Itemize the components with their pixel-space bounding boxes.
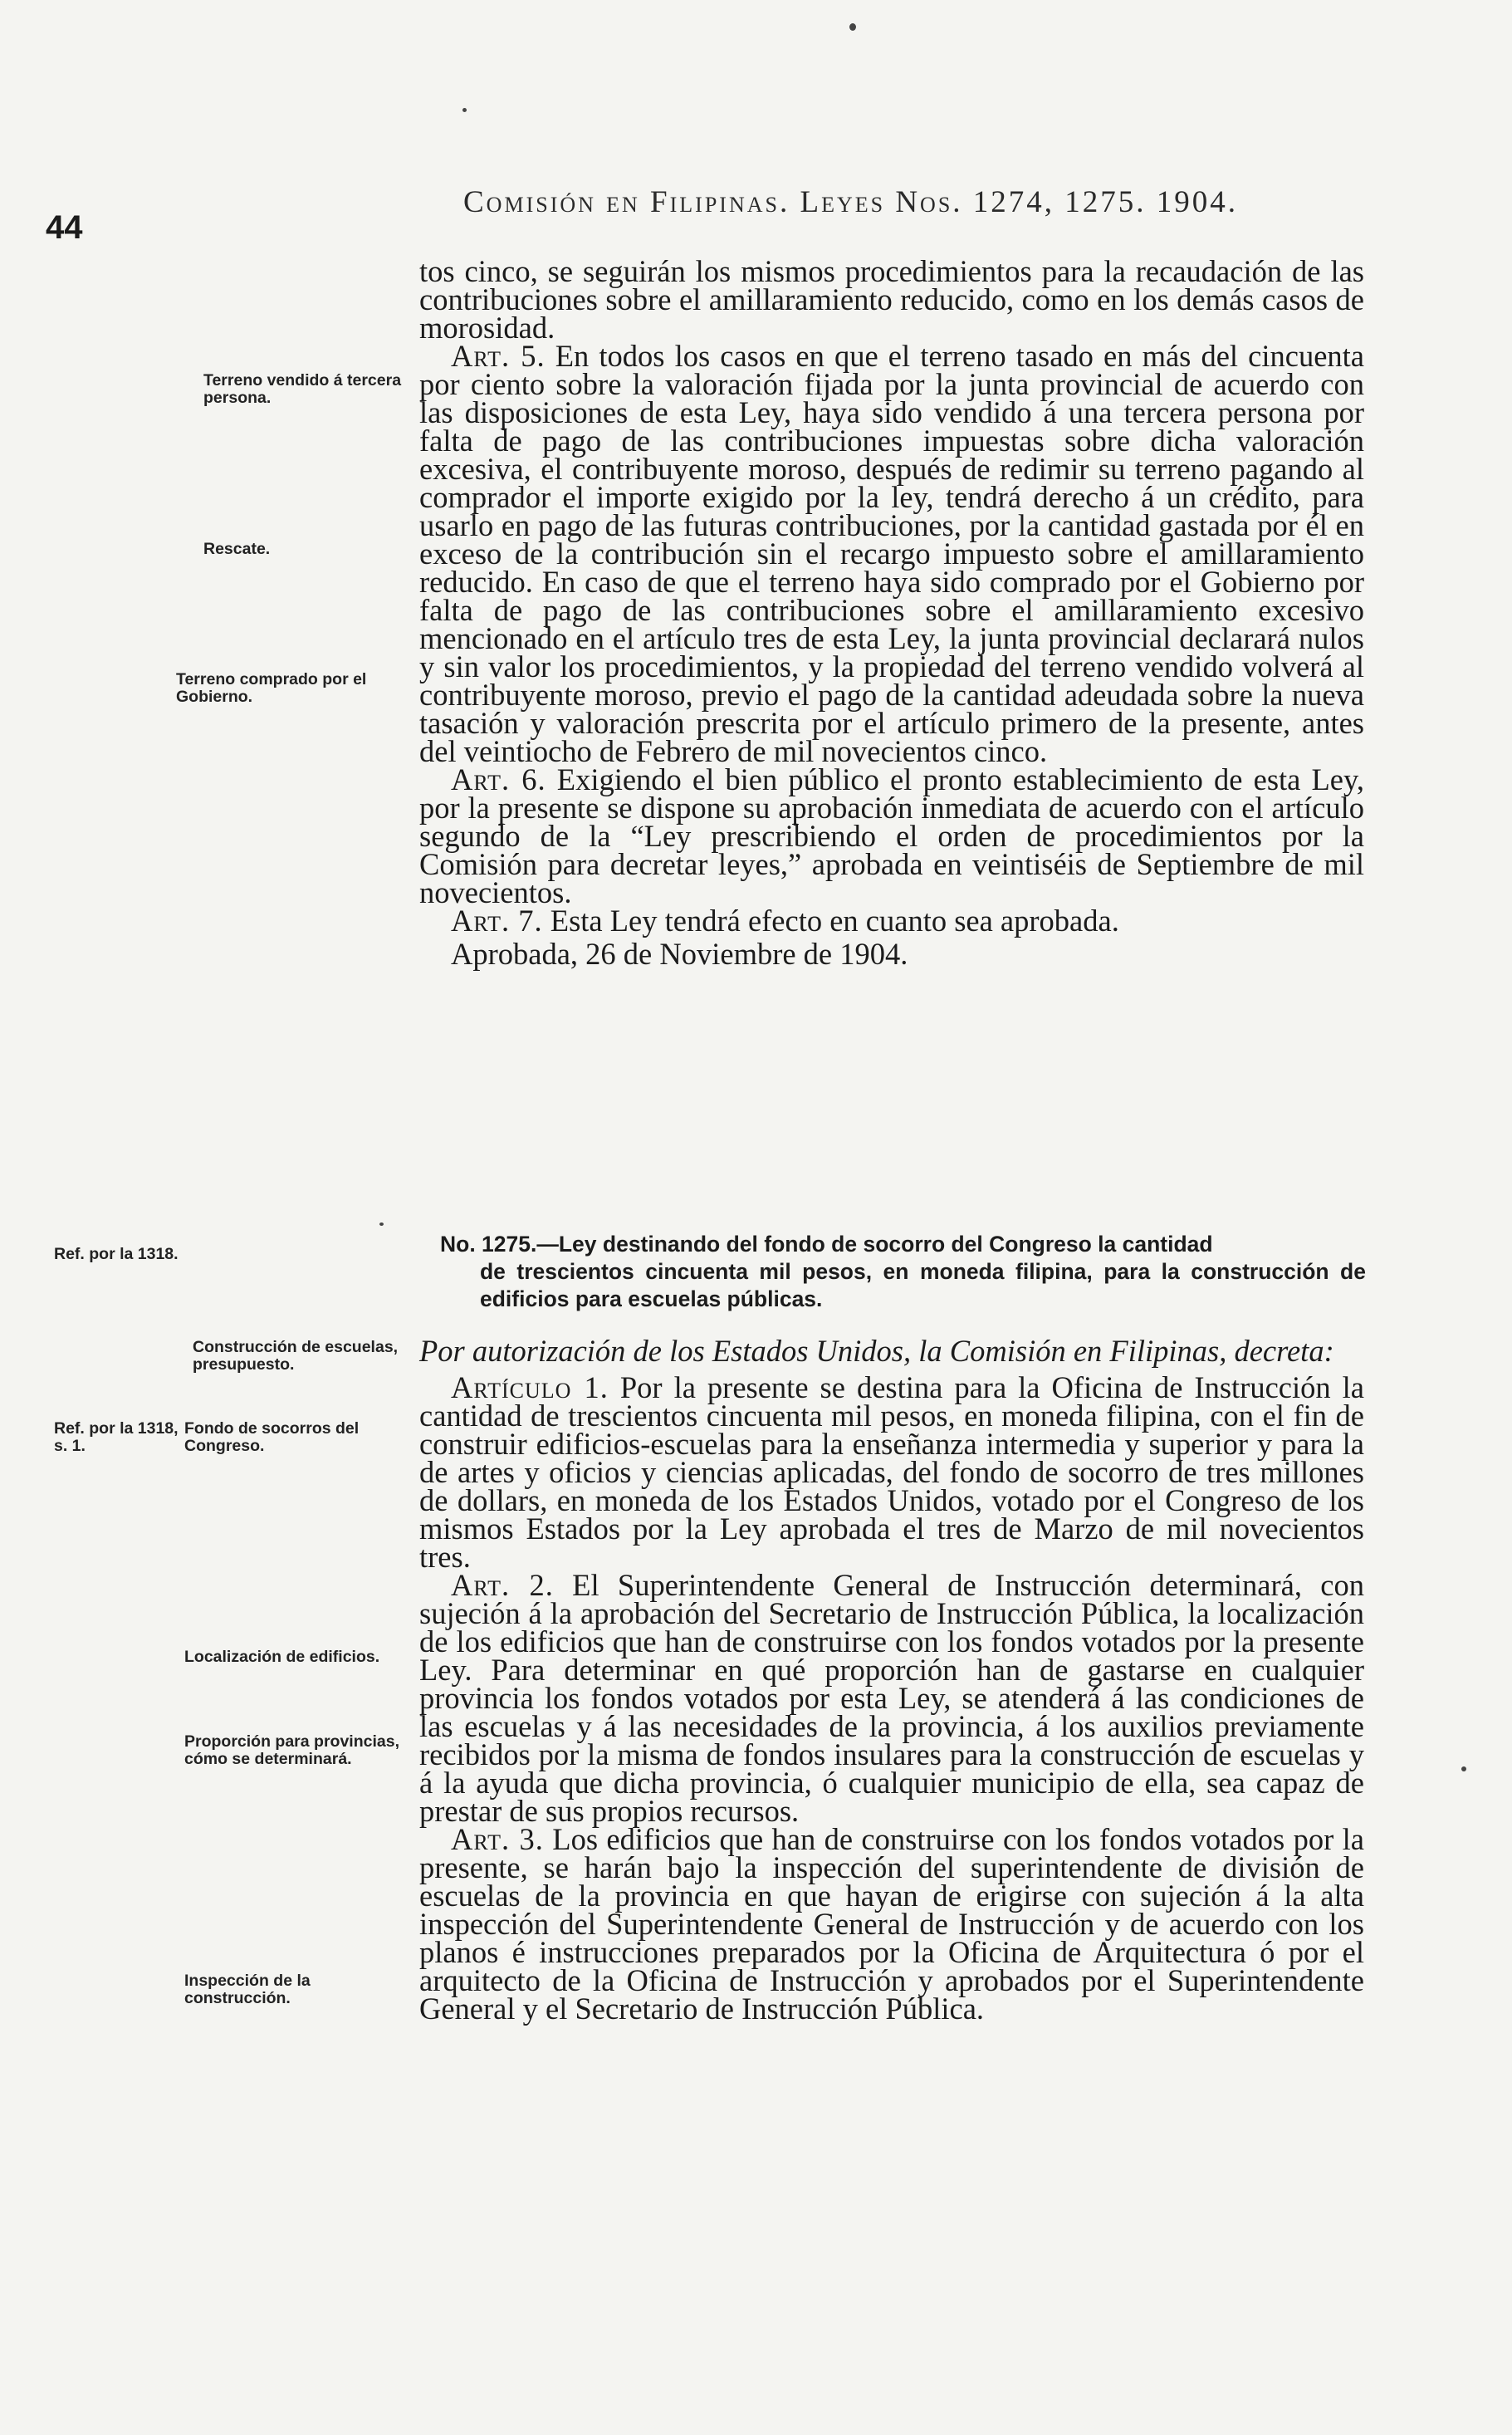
article-1-label: Artículo 1.	[451, 1370, 609, 1404]
article-2	[419, 1568, 1364, 1828]
page-number: 44	[46, 209, 83, 246]
law-1275-title-rest: de trescientos cincuenta mil pesos, en moneda filipina, para la construcción de edificios para escuelas públicas.	[480, 1259, 1366, 1311]
approval-date: Aprobada, 26 de Noviembre de 1904.	[451, 937, 908, 971]
article-5-text: En todos los casos en que el terreno tasado en más del cincuenta por ciento sobre la valoración fijada por la junta provincial de acuerdo con las disposiciones de esta Ley, haya sido vendido á una tercera persona por falta de pago de las contribuciones impuestas sobre dicha valoración excesiva, el contribuyente moroso, después de redimir su terreno pagando al comprador el importe exigido por la ley, tendrá derecho á un crédito, para usarlo en pago de las futuras contribuciones, por la cantidad gastada por él en exceso de la contribución sin el recargo impuesto sobre el amillaramiento reducido. En caso de que el terreno haya sido comprado por el Gobierno por falta de pago de las contribuciones sobre el amillaramiento excesivo mencionado en el artículo tres de esta Ley, la junta provincial declarará nulos y sin valor los procedimientos, y la propiedad del terreno vendido volverá al contribuyente moroso, previo el pago de la cantidad adeudada sobre la nueva tasación y valoración prescrita por el artículo primero de la presente, antes del veintiocho de Febrero de mil novecientos cinco.	[419, 339, 1364, 768]
continued-paragraph: tos cinco, se seguirán los mismos procedimientos para la recaudación de las contribuciones sobre el amillaramiento reducido, como en los demás casos de morosidad.	[419, 254, 1364, 345]
law-1275-title-lead: No. 1275.—Ley destinando del fondo de socorro del Congreso la cantidad	[440, 1232, 1213, 1257]
scan-speck	[849, 23, 856, 31]
article-6-label: Art. 6.	[451, 762, 546, 796]
article-6	[419, 762, 1364, 909]
side-note-proporcion: Proporción para provincias, cómo se determinará.	[184, 1732, 399, 1768]
article-2-label: Art. 2.	[451, 1568, 554, 1602]
side-note-construccion-escuelas: Construcción de escuelas, presupuesto.	[193, 1338, 399, 1374]
article-2-text: El Superintendente General de Instrucción determinará, con sujeción á la aprobación del Secretario de Instrucción Pública, la localización de los edificios que han de construirse con los fondos votados por la presente Ley. Para determinar en qué proporción han de gastarse en cualquier provincia los fondos votados por esta Ley, se atenderá á las condiciones de las escuelas y á las necesidades de la provincia, á los auxilios previamente recibidos por la misma de fondos insulares para la construcción de escuelas y á la ayuda que dicha provincia, ó cualquier municipio de ella, sea capaz de prestar de sus propios recursos.	[419, 1568, 1364, 1828]
article-3-label: Art. 3.	[451, 1822, 544, 1856]
article-6-text: Exigiendo el bien público el pronto establecimiento de esta Ley, por la presente se dispone su aprobación inmediata de acuerdo con el artículo segundo de la “Ley prescribiendo el orden de procedimientos por la Comisión para decretar leyes,” aprobada en veintiséis de Septiembre de mil novecientos.	[419, 762, 1364, 909]
law-1274-text	[419, 254, 1364, 971]
side-note-tercera-persona: Terreno vendido á tercera persona.	[203, 371, 402, 407]
enacting-clause: Por autorización de los Estados Unidos, la Comisión en Filipinas, decreta:	[419, 1334, 1334, 1368]
article-3	[419, 1822, 1364, 2026]
side-note-ref-1318: Ref. por la 1318.	[54, 1245, 179, 1263]
side-note-ref-1318-s1: Ref. por la 1318, s. 1.	[54, 1419, 179, 1455]
article-3-text: Los edificios que han de construirse con los fondos votados por la presente, se harán bajo la inspección del superintendente de división de escuelas de la provincia en que hayan de erigirse con sujeción á la alta inspección del Superintendente General de Instrucción y de acuerdo con los planos é instrucciones preparados por la Oficina de Arquitectura ó por el arquitecto de la Oficina de Instrucción y aprobados por el Superintendente General y el Secretario de Instrucción Pública.	[419, 1822, 1364, 2026]
scan-speck	[1461, 1766, 1466, 1771]
article-7	[419, 904, 1364, 938]
article-5-label: Art. 5.	[451, 339, 546, 373]
article-7-text: Esta Ley tendrá efecto en cuanto sea aprobada.	[550, 904, 1119, 938]
side-note-inspeccion: Inspección de la construcción.	[184, 1972, 311, 2007]
scan-speck	[379, 1222, 384, 1226]
scan-speck	[462, 108, 467, 112]
side-note-localizacion: Localización de edificios.	[184, 1648, 380, 1666]
law-1275-title	[440, 1231, 1366, 1313]
article-1-text: Por la presente se destina para la Oficina de Instrucción la cantidad de trescientos cincuenta mil pesos, en moneda filipina, con el fin de construir edificios-escuelas para la enseñanza intermedia y superior y para la de artes y oficios y ciencias aplicadas, del fondo de socorro de tres millones de dollars, en moneda de los Estados Unidos, votado por el Congreso de los mismos Estados por la Ley aprobada el tres de Marzo de mil novecientos tres.	[419, 1370, 1364, 1574]
side-note-fondo-socorros: Fondo de socorros del Congreso.	[184, 1419, 360, 1455]
running-head: Comisión en Filipinas. Leyes Nos. 1274, 1275. 1904.	[463, 185, 1239, 219]
side-note-terreno-gobierno: Terreno comprado por el Gobierno.	[176, 670, 367, 706]
article-5	[419, 339, 1364, 768]
side-note-rescate: Rescate.	[203, 540, 271, 558]
article-1	[419, 1370, 1364, 1574]
article-7-label: Art. 7.	[451, 904, 543, 938]
law-1275-text	[419, 1334, 1364, 2026]
